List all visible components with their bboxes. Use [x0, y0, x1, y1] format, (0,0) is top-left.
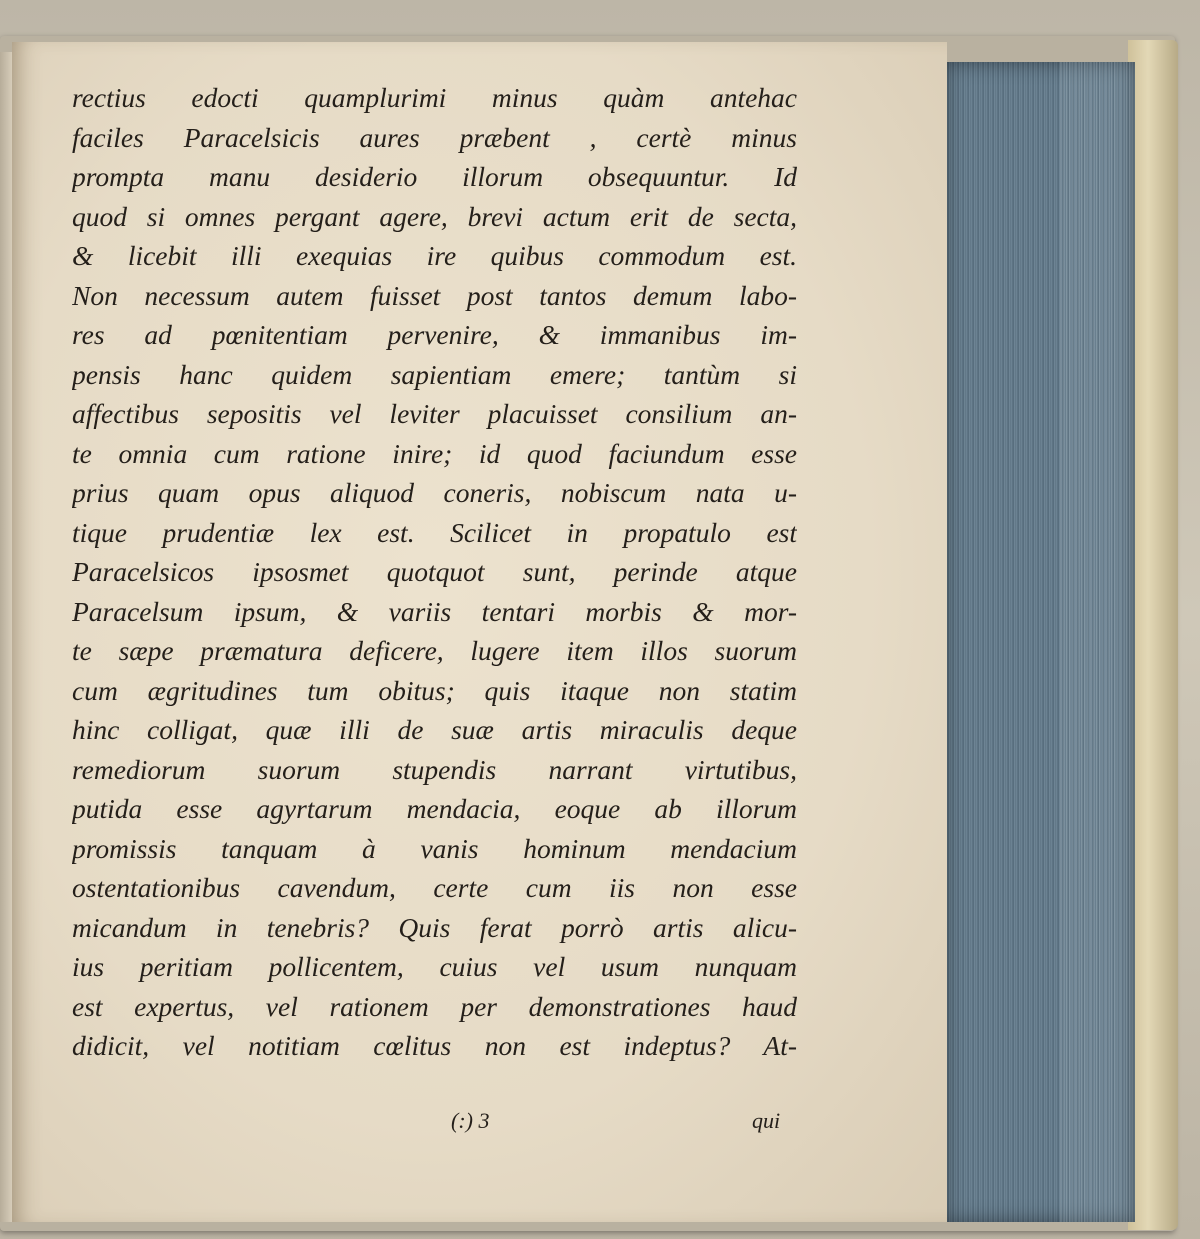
- text-line: putida esse agyrtarum mendacia, eoque ab illorum: [72, 793, 797, 824]
- text-line: te sæpe præmatura deficere, lugere item illos suorum: [72, 635, 797, 666]
- text-line: tique prudentiæ lex est. Scilicet in propatulo est: [72, 516, 797, 548]
- text-line: rectius edocti quamplurimi minus quàm antehac: [72, 82, 797, 113]
- text-line: Paracelsicos ipsosmet quotquot sunt, perinde atque: [72, 556, 797, 587]
- text-line: remediorum suorum stupendis narrant virtutibus,: [72, 753, 797, 785]
- text-line: est expertus, vel rationem per demonstrationes haud: [72, 990, 797, 1022]
- text-line: promissis tanquam à vanis hominum mendacium: [72, 832, 797, 864]
- page-fore-edge-sheen: [1060, 62, 1135, 1222]
- text-line: prompta manu desiderio illorum obsequuntur. Id: [72, 161, 797, 192]
- text-line: ius peritiam pollicentem, cuius vel usum nunquam: [72, 951, 797, 982]
- text-line: quod si omnes pergant agere, brevi actum erit de secta,: [72, 200, 797, 232]
- text-line: res ad pœnitentiam pervenire, & immanibus im-: [72, 319, 797, 350]
- signature-mark: (:) 3: [451, 1108, 490, 1133]
- text-line: Paracelsum ipsum, & variis tentari morbis & mor-: [72, 595, 797, 627]
- text-line: cum ægritudines tum obitus; quis itaque non statim: [72, 674, 797, 706]
- back-board: [1128, 40, 1178, 1230]
- text-line: affectibus sepositis vel leviter placuisset consilium an-: [72, 398, 797, 429]
- page-footer: [0, 1108, 947, 1144]
- text-line: micandum in tenebris? Quis ferat porrò artis alicu-: [72, 911, 797, 943]
- text-line: te omnia cum ratione inire; id quod faciundum esse: [72, 437, 797, 469]
- text-line: ostentationibus cavendum, certe cum iis non esse: [72, 872, 797, 903]
- text-line: prius quam opus aliquod coneris, nobiscum nata u-: [72, 477, 797, 508]
- page-text: [72, 78, 797, 1066]
- text-line: & licebit illi exequias ire quibus commodum est.: [72, 240, 797, 271]
- text-line: didicit, vel notitiam cœlitus non est indeptus? At-: [72, 1030, 797, 1061]
- text-line: pensis hanc quidem sapientiam emere; tantùm si: [72, 358, 797, 390]
- text-line: Non necessum autem fuisset post tantos demum labo-: [72, 279, 797, 311]
- text-line: hinc colligat, quæ illi de suæ artis miraculis deque: [72, 714, 797, 745]
- text-line: faciles Paracelsicis aures præbent , certè minus: [72, 121, 797, 153]
- catchword: qui: [752, 1108, 781, 1133]
